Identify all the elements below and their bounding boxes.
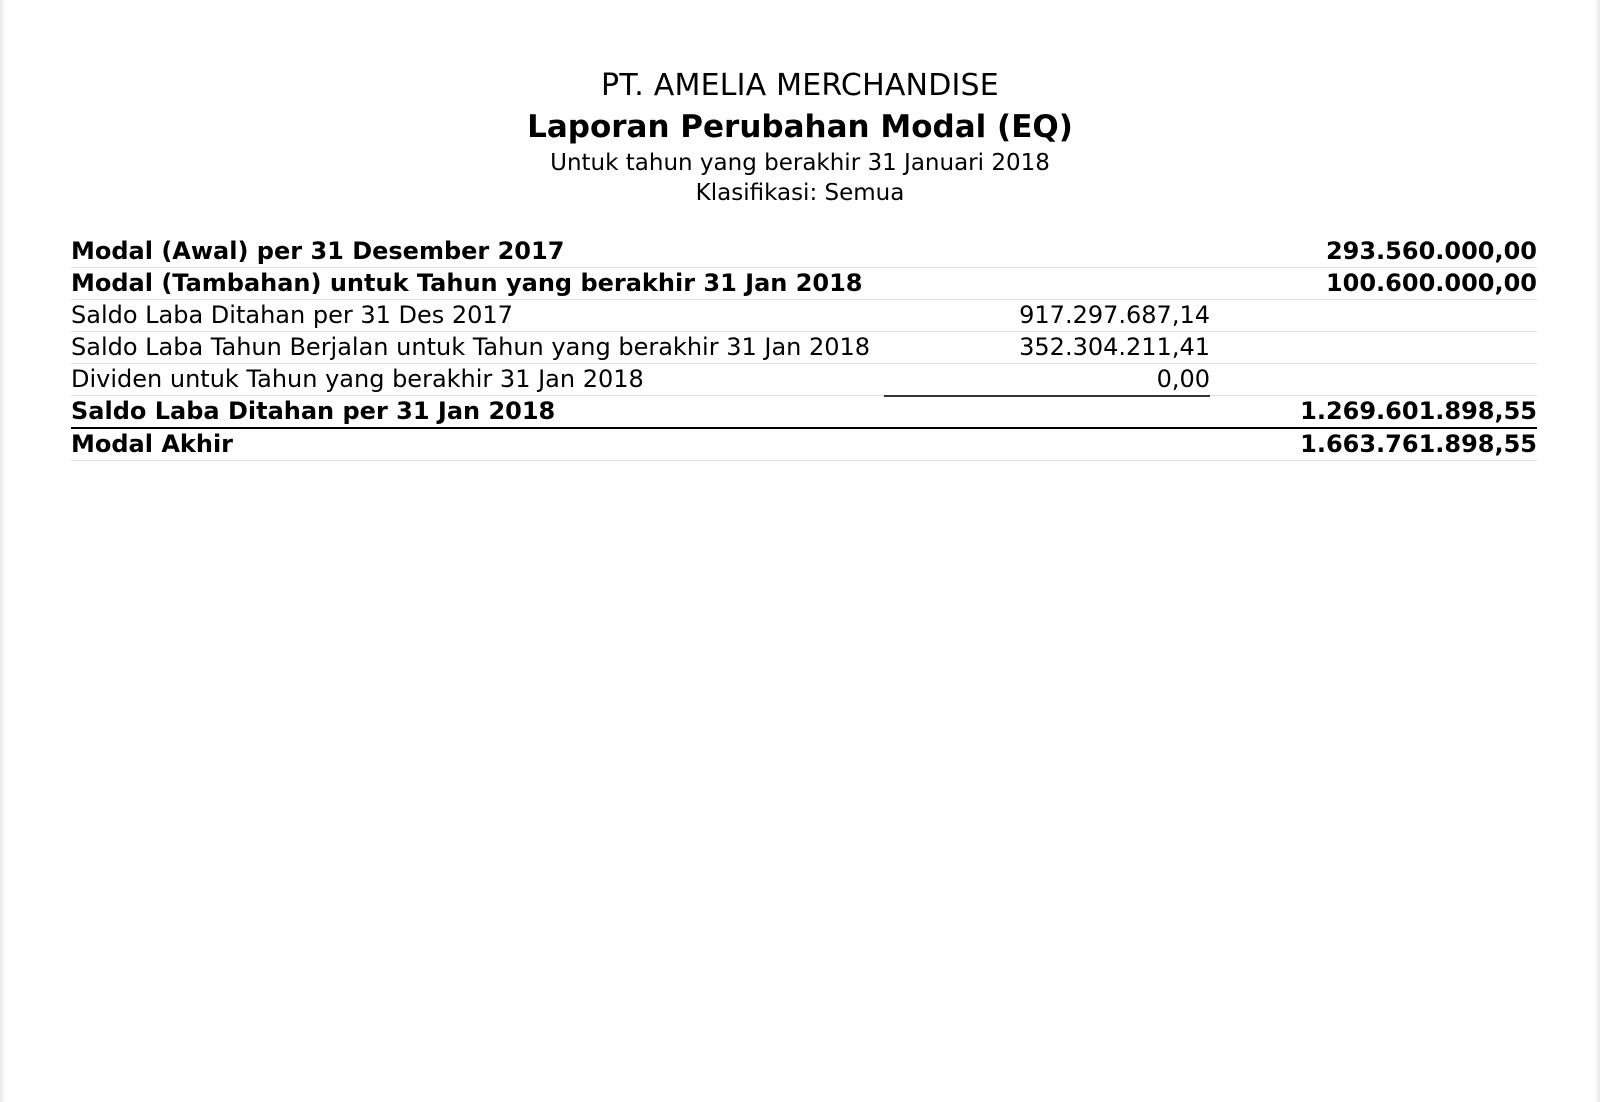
row-amount-right: 1.663.761.898,55 — [1300, 430, 1537, 458]
row-label: Modal (Awal) per 31 Desember 2017 — [71, 237, 565, 265]
report-header — [0, 66, 1600, 208]
row-amount-mid: 352.304.211,41 — [1019, 333, 1210, 361]
report-period: Untuk tahun yang berakhir 31 Januari 2018 — [550, 150, 1050, 176]
row-label: Modal (Tambahan) untuk Tahun yang berakhir 31 Jan 2018 — [71, 269, 863, 297]
equity-statement-table — [71, 236, 1537, 461]
row-label: Modal Akhir — [71, 430, 234, 458]
row-label: Saldo Laba Tahun Berjalan untuk Tahun yang berakhir 31 Jan 2018 — [71, 333, 871, 361]
row-dividends — [71, 364, 1537, 396]
row-retained-earnings-opening — [71, 300, 1537, 332]
row-closing-capital — [71, 429, 1537, 461]
row-label: Saldo Laba Ditahan per 31 Jan 2018 — [71, 397, 556, 425]
row-amount-mid: 917.297.687,14 — [1019, 301, 1210, 329]
row-amount-right: 100.600.000,00 — [1325, 269, 1537, 297]
row-retained-earnings-closing — [71, 396, 1537, 429]
row-amount-right: 293.560.000,00 — [1325, 237, 1537, 265]
row-label: Saldo Laba Ditahan per 31 Des 2017 — [71, 301, 513, 329]
row-current-year-earnings — [71, 332, 1537, 364]
row-label: Dividen untuk Tahun yang berakhir 31 Jan 2018 — [71, 365, 644, 393]
row-opening-capital — [71, 236, 1537, 268]
report-title: Laporan Perubahan Modal (EQ) — [527, 109, 1073, 145]
row-amount-right: 1.269.601.898,55 — [1300, 397, 1537, 425]
row-additional-capital — [71, 268, 1537, 300]
report-classification: Klasifikasi: Semua — [695, 180, 905, 206]
row-amount-mid: 0,00 — [1156, 365, 1210, 393]
company-name: PT. AMELIA MERCHANDISE — [601, 68, 999, 103]
